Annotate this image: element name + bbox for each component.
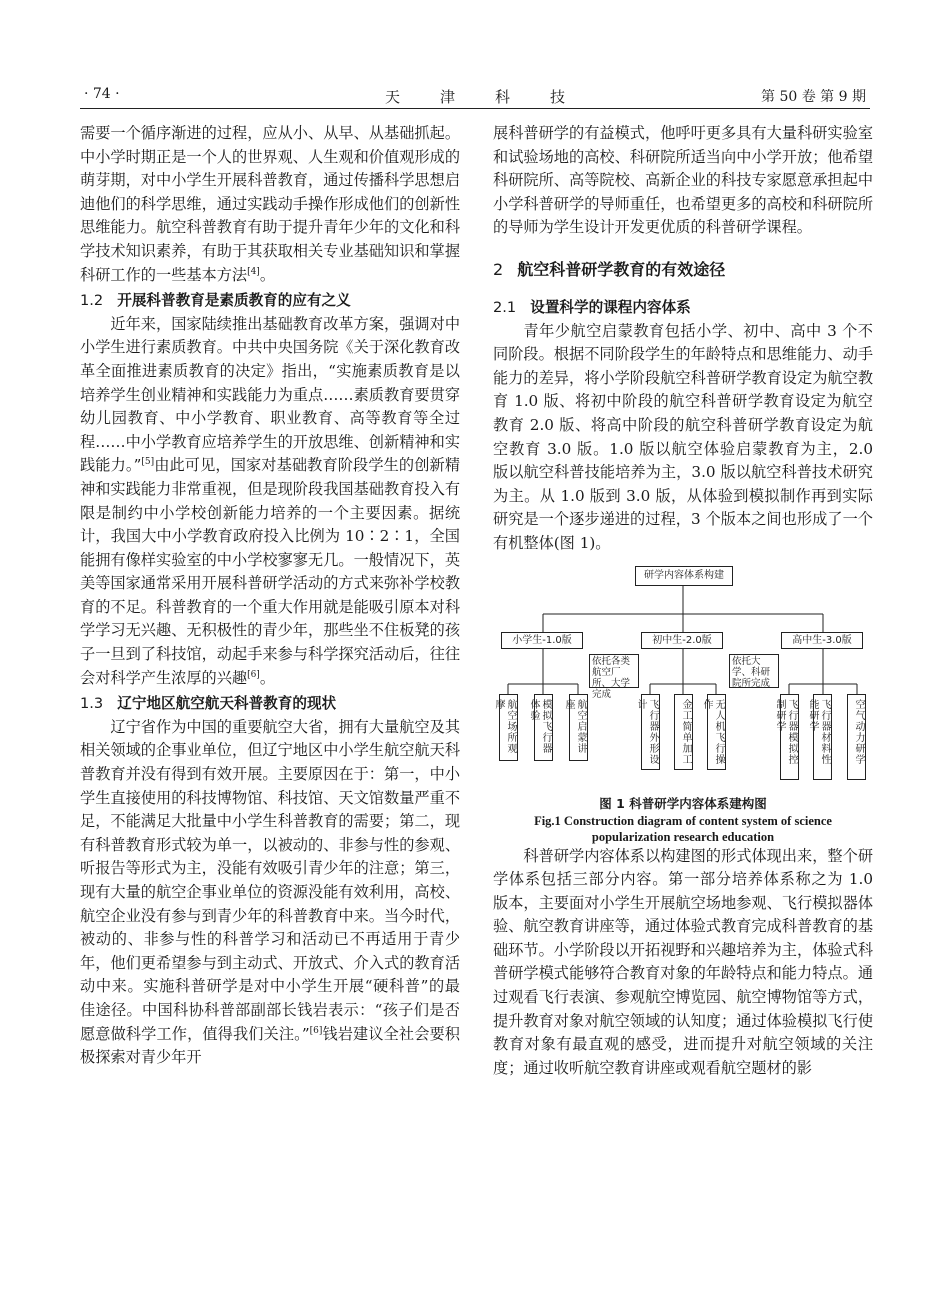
paragraph-text: 需要一个循序渐进的过程，应从小、从早、从基础抓起。中小学时期正是一个人的世界观、人生观和价值观形成的萌芽期，对中小学生开展科普教育，通过传播科学思想启迪他们的科学思维，通过实践动手操作形成他们的创新性思维能力。航空科普教育有助于提升青年少年的文化和科学技术知识素养，有助于其获取相关专业基础知识和掌握科研工作的一些基本方法: [80, 124, 460, 284]
diagram-leaf: 航空场所观摩: [499, 694, 518, 761]
citation: [6]: [309, 1025, 323, 1036]
diagram-leaf: 航空启蒙讲座: [569, 694, 588, 761]
section-title: 辽宁地区航空航天科普教育的现状: [117, 695, 337, 713]
section-heading-1-2: [80, 289, 460, 313]
citation: [6]: [247, 669, 260, 680]
diagram-leaf: 飞行器外形设计: [641, 694, 660, 770]
section-title: 航空科普研学教育的有效途径: [517, 259, 726, 279]
volume-issue: 第 50 卷 第 9 期: [761, 89, 866, 105]
citation: [5]: [141, 457, 155, 468]
paragraph: 科普研学内容体系以构建图的形式体现出来，整个研学体系包括三部分内容。第一部分培养体系称之为 1.0 版本，主要面对小学生开展航空场地参观、飞行模拟器体验、航空教育讲座等，通过体验式教育完成科普教育的基础环节。小学阶段以开拓视野和兴趣培养为主，体验式科普研学模式能够符合教育对象的年龄特点和能力特点。通过观看飞行表演、参观航空博览园、航空博物馆等方式，提升教育对象对航空领域的认知度；通过体验模拟飞行使教育对象有最直观的感受，进而提升对航空领域的关注度；通过收听航空教育讲座或观看航空题材的影: [493, 846, 873, 1077]
diagram-leaf: 模拟飞行器体验: [534, 694, 553, 761]
paragraph: 青年少航空启蒙教育包括小学、初中、高中 3 个不同阶段。根据不同阶段学生的年龄特点和思维能力、动手能力的差异，将小学阶段航空科普研学教育设定为航空教育 1.0 版、将初中阶段的航空科普研学教育设定为航空教育 2.0 版、将高中阶段的航空科普研学教育设定为航空教育 3.0 版。1.0 版以航空体验启蒙教育为主，2.0 版以航空科普技能培养为主，3.0 版以航空科普技术研究为主。从 1.0 版到 3.0 版，从体验到模拟制作再到实际研究是一个逐步递进的过程，3 个版本之间也形成了一个有机整体(图 1)。: [493, 321, 873, 552]
paragraph: [80, 313, 460, 691]
diagram-note-middle: 依托大学、科研院所完成: [729, 654, 779, 688]
paragraph-text: 由此可见，国家对基础教育阶段学生的创新精神和实践能力非常重视，但是现阶段我国基础教育投入有限是制约中小学校创新能力培养的一个主要因素。据统计，我国大中小学教育政府投入比例为 10∶2∶1，全国能拥有像样实验室的中小学校寥寥无几。一般情况下，英美等国家通常采用开展科普研学活动的方式来弥补学校教育的不足。科普教育的一个重大作用就是能吸引原本对科学学习无兴趣、无积极性的青少年，那些坐不住板凳的孩子一旦到了科技馆，动起手来参与科学探究活动后，往往会对科学产生浓厚的兴趣: [80, 456, 461, 687]
section-title: 开展科普教育是素质教育的应有之义: [117, 292, 351, 310]
caption-english-cont: popularization research education: [591, 829, 775, 844]
section-title: 设置科学的课程内容体系: [530, 298, 691, 316]
figure-1-diagram: [493, 566, 873, 781]
diagram-note-primary: 依托各类航空厂所、大学完成: [589, 654, 639, 688]
section-number: 1.3: [80, 695, 104, 713]
citation: [4]: [247, 266, 260, 277]
section-heading-2-1: [493, 296, 873, 320]
caption-chinese: 图 1 科普研学内容体系建构图: [599, 795, 767, 811]
left-column: [80, 122, 460, 1070]
page-header: [80, 84, 870, 109]
paragraph-text: 近年来，国家陆续推出基础教育改革方案，强调对中小学生进行素质教育。中共中央国务院《关于深化教育改革全面推进素质教育的决定》指出，“实施素质教育是以培养学生创业精神和实践能力为重点……素质教育要贯穿幼儿园教育、中小学教育、职业教育、高等教育等全过程……中小学教育应培养学生的开放思维、创新精神和实践能力。”: [80, 314, 460, 475]
journal-title: 天津科技: [384, 88, 605, 106]
diagram-leaf: 飞行器材料性能研学: [813, 694, 832, 780]
diagram-leaf: 飞行器模拟控制研学: [780, 694, 799, 780]
diagram-leaf: 金工简单加工: [674, 694, 693, 770]
section-heading-2: [493, 258, 873, 282]
paragraph-text: 。: [259, 668, 275, 687]
paragraph-text: 辽宁省作为中国的重要航空大省，拥有大量航空及其相关领域的企事业单位，但辽宁地区中小学生航空航天科普教育并没有得到有效开展。主要原因在于：第一，中小学生直接使用的科技博物馆、科技馆、天文馆数量严重不足，不能满足大批量中小学生科普教育的需要；第二，现有科普教育形式较为单一，以被动的、非参与性的参观、听报告等形式为主，没能有效吸引青少年的注意；第三，现有大量的航空企事业单位的资源没能有效利用，高校、航空企业没有参与到青少年的科普教育中来。当今时代，被动的、非参与性的科普学习和活动已不再适用于青少年，他们更希望参与到主动式、开放式、介入式的教育活动中来。实施科普研学是对中小学生开展“硬科普”的最佳途径。中国科协科普部副部长钱岩表示：“孩子们是否愿意做科学工作，值得我们关注。”: [80, 717, 460, 1043]
paragraph-text: 。: [259, 265, 275, 284]
diagram-node-primary: 小学生-1.0版: [501, 632, 583, 649]
paragraph: [80, 122, 460, 287]
paragraph: 展科普研学的有益模式，他呼吁更多具有大量科研实验室和试验场地的高校、科研院所适当向中小学开放；他希望科研院所、高等院校、高新企业的科技专家愿意承担起中小学科普研学的导师重任，也希望更多的高校和科研院所的导师为学生设计开发更优质的科普研学课程。: [493, 124, 873, 237]
section-number: 2.1: [493, 298, 517, 316]
figure-caption: [493, 795, 873, 845]
diagram-leaf: 无人机飞行操作: [707, 694, 726, 770]
section-number: 2: [493, 259, 504, 279]
paragraph: [80, 716, 460, 1070]
diagram-root-node: 研学内容体系构建: [635, 566, 733, 586]
caption-english: Fig.1 Construction diagram of content system of science: [534, 813, 832, 828]
diagram-node-high: 高中生-3.0版: [781, 632, 863, 649]
paragraph-text: 钱岩建议全社会要积极探索对青少年开: [80, 1024, 460, 1067]
diagram-node-middle: 初中生-2.0版: [641, 632, 723, 649]
section-number: 1.2: [80, 292, 104, 310]
diagram-leaf: 空气动力研学: [847, 694, 866, 780]
page-number: · 74 ·: [84, 86, 120, 102]
right-column: [493, 122, 873, 1080]
section-heading-1-3: [80, 692, 460, 716]
